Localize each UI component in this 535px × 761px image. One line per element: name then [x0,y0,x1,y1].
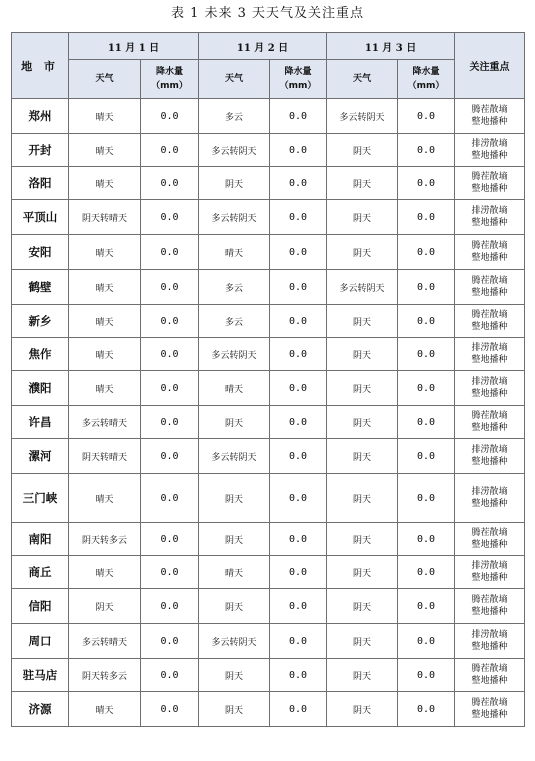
focus-cell [455,556,525,589]
rain-cell: 0.0 [398,474,455,523]
focus-line-1: 腾茬散墒 [471,241,508,251]
weather-subheader: 天气 [199,60,270,99]
weather-cell: 阴天 [199,167,270,200]
rain-cell: 0.0 [270,167,327,200]
weather-cell: 晴天 [199,235,270,270]
weather-cell: 阴天 [199,523,270,556]
rain-cell: 0.0 [270,134,327,167]
rain-cell: 0.0 [270,692,327,727]
focus-line-1: 腾茬散墒 [471,276,508,286]
weather-cell: 多云转阴天 [199,200,270,235]
focus-line-2: 整地播种 [471,457,508,467]
focus-cell [455,270,525,305]
weather-cell: 晴天 [69,474,141,523]
rain-cell: 0.0 [398,338,455,371]
focus-cell [455,305,525,338]
day1-header: 11 月 1 日 [69,33,199,60]
weather-cell: 多云 [199,270,270,305]
focus-cell [455,624,525,659]
focus-line-1: 腾茬散墒 [471,105,508,115]
rain-cell: 0.0 [141,474,199,523]
city-cell: 开封 [12,134,69,167]
weather-cell: 多云转晴天 [69,624,141,659]
table-row [12,270,525,305]
focus-line-1: 排涝散墒 [471,561,508,571]
city-cell: 郑州 [12,99,69,134]
weather-cell: 阴天 [327,523,398,556]
table-row [12,167,525,200]
focus-cell [455,371,525,406]
city-cell: 鹤壁 [12,270,69,305]
rain-cell: 0.0 [270,659,327,692]
table-row [12,99,525,134]
weather-cell: 阴天 [327,371,398,406]
city-cell: 许昌 [12,406,69,439]
table-row [12,692,525,727]
focus-line-1: 排涝散墒 [471,206,508,216]
focus-line-2: 整地播种 [471,288,508,298]
focus-line-1: 腾茬散墒 [471,172,508,182]
rain-cell: 0.0 [270,371,327,406]
rain-cell: 0.0 [270,523,327,556]
table-row [12,406,525,439]
focus-cell [455,338,525,371]
rain-cell: 0.0 [398,589,455,624]
weather-cell: 阴天 [327,556,398,589]
table-row [12,371,525,406]
focus-cell [455,589,525,624]
rain-cell: 0.0 [141,167,199,200]
weather-cell: 阴天 [327,134,398,167]
city-cell: 安阳 [12,235,69,270]
rain-cell: 0.0 [141,439,199,474]
rain-cell: 0.0 [270,200,327,235]
weather-cell: 阴天转晴天 [69,200,141,235]
focus-cell [455,692,525,727]
table-row [12,338,525,371]
weather-cell: 晴天 [69,338,141,371]
city-cell: 信阳 [12,589,69,624]
weather-cell: 晴天 [69,556,141,589]
table-row [12,474,525,523]
rain-cell: 0.0 [141,270,199,305]
rain-cell: 0.0 [141,371,199,406]
rain-subheader-label: 降水量 [412,67,440,77]
weather-cell: 阴天 [327,338,398,371]
focus-line-2: 整地播种 [471,607,508,617]
focus-cell [455,439,525,474]
rain-subheader-label: 降水量 [284,67,312,77]
rain-cell: 0.0 [141,406,199,439]
focus-line-2: 整地播种 [471,540,508,550]
rain-cell: 0.0 [398,235,455,270]
city-cell: 商丘 [12,556,69,589]
weather-cell: 多云 [199,99,270,134]
focus-line-2: 整地播种 [471,423,508,433]
city-cell: 济源 [12,692,69,727]
rain-cell: 0.0 [398,200,455,235]
rain-cell: 0.0 [270,99,327,134]
rain-cell: 0.0 [398,406,455,439]
rain-cell: 0.0 [270,439,327,474]
weather-cell: 阴天 [327,167,398,200]
weather-cell: 多云 [199,305,270,338]
rain-subheader-label: 降水量 [156,67,184,77]
weather-cell: 晴天 [69,270,141,305]
weather-cell: 晴天 [199,556,270,589]
focus-column-header: 关注重点 [455,33,525,99]
focus-line-1: 排涝散墒 [471,139,508,149]
rain-cell: 0.0 [398,556,455,589]
weather-cell: 阴天转多云 [69,659,141,692]
table-row [12,659,525,692]
weather-cell: 晴天 [69,134,141,167]
weather-cell: 阴天 [327,235,398,270]
focus-line-2: 整地播种 [471,642,508,652]
table-row [12,556,525,589]
city-cell: 新乡 [12,305,69,338]
weather-cell: 晴天 [69,167,141,200]
rain-cell: 0.0 [398,523,455,556]
weather-cell: 阴天 [199,474,270,523]
rain-cell: 0.0 [141,305,199,338]
table-row [12,589,525,624]
weather-cell: 晴天 [69,235,141,270]
focus-line-1: 腾茬散墒 [471,310,508,320]
rain-cell: 0.0 [398,692,455,727]
rain-cell: 0.0 [270,305,327,338]
table-row [12,305,525,338]
focus-line-1: 排涝散墒 [471,343,508,353]
rain-cell: 0.0 [141,556,199,589]
weather-cell: 晴天 [69,692,141,727]
table-header [12,33,525,99]
rain-cell: 0.0 [398,624,455,659]
city-cell: 驻马店 [12,659,69,692]
weather-cell: 阴天 [199,589,270,624]
weather-cell: 晴天 [69,99,141,134]
focus-line-1: 排涝散墒 [471,487,508,497]
rain-cell: 0.0 [141,523,199,556]
rain-cell: 0.0 [141,338,199,371]
weather-cell: 阴天 [327,624,398,659]
rain-cell: 0.0 [141,200,199,235]
rain-subheader [141,60,199,99]
focus-line-2: 整地播种 [471,710,508,720]
focus-line-1: 腾茬散墒 [471,411,508,421]
rain-cell: 0.0 [141,659,199,692]
weather-cell: 多云转阴天 [327,270,398,305]
day3-header: 11 月 3 日 [327,33,455,60]
table-row [12,624,525,659]
rain-cell: 0.0 [398,439,455,474]
focus-line-2: 整地播种 [471,253,508,263]
weather-cell: 阴天 [327,474,398,523]
focus-cell [455,474,525,523]
weather-cell: 多云转阴天 [199,134,270,167]
rain-subheader-unit: （mm） [151,81,188,91]
weather-cell: 多云转阴天 [199,624,270,659]
weather-cell: 阴天 [199,659,270,692]
table-row [12,134,525,167]
rain-cell: 0.0 [398,305,455,338]
weather-cell: 多云转阴天 [199,439,270,474]
weather-cell: 阴天 [199,406,270,439]
focus-cell [455,200,525,235]
rain-cell: 0.0 [270,270,327,305]
table-body [12,99,525,727]
focus-line-1: 排涝散墒 [471,377,508,387]
weather-cell: 阴天转晴天 [69,439,141,474]
rain-cell: 0.0 [270,474,327,523]
rain-cell: 0.0 [270,235,327,270]
rain-cell: 0.0 [270,338,327,371]
focus-line-2: 整地播种 [471,676,508,686]
table-row [12,439,525,474]
city-cell: 平顶山 [12,200,69,235]
weather-cell: 多云转阴天 [199,338,270,371]
rain-cell: 0.0 [270,406,327,439]
rain-cell: 0.0 [270,624,327,659]
rain-cell: 0.0 [398,99,455,134]
rain-cell: 0.0 [141,589,199,624]
rain-subheader [270,60,327,99]
focus-line-2: 整地播种 [471,389,508,399]
weather-cell: 晴天 [69,305,141,338]
rain-cell: 0.0 [398,371,455,406]
city-cell: 濮阳 [12,371,69,406]
focus-line-2: 整地播种 [471,218,508,228]
city-cell: 洛阳 [12,167,69,200]
focus-line-1: 腾茬散墒 [471,698,508,708]
focus-cell [455,659,525,692]
city-column-header: 地 市 [12,33,69,99]
focus-line-2: 整地播种 [471,573,508,583]
focus-line-2: 整地播种 [471,117,508,127]
rain-cell: 0.0 [398,167,455,200]
weather-cell: 阴天转多云 [69,523,141,556]
weather-cell: 阴天 [327,692,398,727]
weather-cell: 晴天 [199,371,270,406]
weather-subheader: 天气 [69,60,141,99]
focus-line-2: 整地播种 [471,355,508,365]
rain-cell: 0.0 [398,270,455,305]
rain-cell: 0.0 [141,134,199,167]
focus-line-1: 排涝散墒 [471,630,508,640]
focus-cell [455,523,525,556]
focus-line-1: 排涝散墒 [471,445,508,455]
weather-table [11,32,525,727]
focus-cell [455,235,525,270]
city-cell: 南阳 [12,523,69,556]
rain-cell: 0.0 [398,134,455,167]
focus-line-1: 腾茬散墒 [471,664,508,674]
focus-cell [455,406,525,439]
city-cell: 周口 [12,624,69,659]
city-cell: 三门峡 [12,474,69,523]
focus-line-2: 整地播种 [471,499,508,509]
focus-line-2: 整地播种 [471,322,508,332]
table-caption: 表 1 未来 3 天天气及关注重点 [170,6,365,21]
weather-cell: 晴天 [69,371,141,406]
day2-header: 11 月 2 日 [199,33,327,60]
weather-cell: 阴天 [327,200,398,235]
weather-cell: 多云转晴天 [69,406,141,439]
rain-cell: 0.0 [141,624,199,659]
weather-cell: 阴天 [327,589,398,624]
rain-subheader-unit: （mm） [279,81,317,91]
rain-cell: 0.0 [141,692,199,727]
table-row [12,523,525,556]
focus-cell [455,134,525,167]
weather-cell: 阴天 [69,589,141,624]
focus-line-1: 腾茬散墒 [471,595,508,605]
focus-line-1: 腾茬散墒 [471,528,508,538]
weather-cell: 阴天 [327,659,398,692]
weather-cell: 阴天 [327,439,398,474]
table-row [12,235,525,270]
rain-subheader [398,60,455,99]
focus-line-2: 整地播种 [471,151,508,161]
rain-cell: 0.0 [270,556,327,589]
city-cell: 焦作 [12,338,69,371]
table-row [12,200,525,235]
weather-cell: 阴天 [327,406,398,439]
rain-cell: 0.0 [141,235,199,270]
weather-cell: 多云转阴天 [327,99,398,134]
rain-subheader-unit: （mm） [407,81,445,91]
rain-cell: 0.0 [398,659,455,692]
city-cell: 漯河 [12,439,69,474]
focus-cell [455,167,525,200]
weather-subheader: 天气 [327,60,398,99]
weather-cell: 阴天 [327,305,398,338]
rain-cell: 0.0 [141,99,199,134]
rain-cell: 0.0 [270,589,327,624]
weather-cell: 阴天 [199,692,270,727]
focus-cell [455,99,525,134]
focus-line-2: 整地播种 [471,184,508,194]
